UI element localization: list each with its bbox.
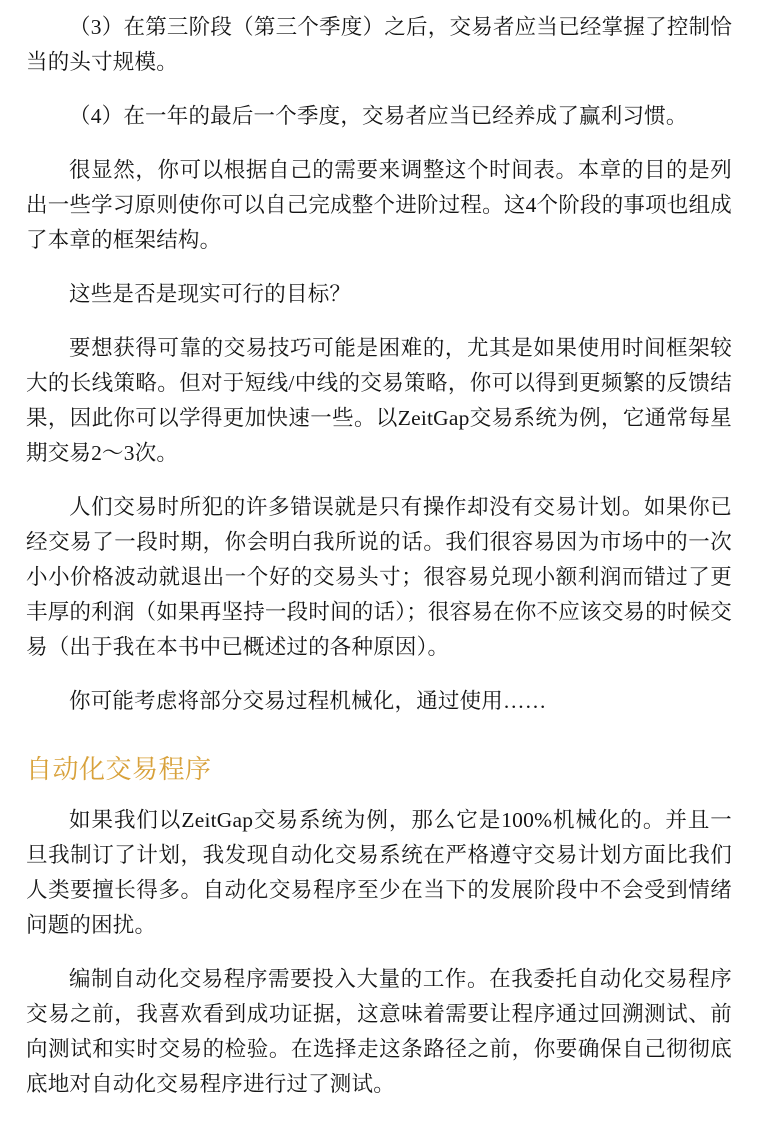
paragraph-schedule-adjust: 很显然，你可以根据自己的需要来调整这个时间表。本章的目的是列出一些学习原则使你可以自己完成整个进阶过程。这4个阶段的事项也组成了本章的框架结构。 (26, 158, 732, 252)
paragraph-development-effort: 编制自动化交易程序需要投入大量的工作。在我委托自动化交易程序交易之前，我喜欢看到成功证据，这意味着需要让程序通过回溯测试、前向测试和实时交易的检验。在选择走这条路径之前，你要确保自己彻彻底底地对自动化交易程序进行过了测试。 (26, 967, 732, 1096)
paragraph-zeitgap-mechanical: 如果我们以ZeitGap交易系统为例，那么它是100%机械化的。并且一旦我制订了计划，我发现自动化交易系统在严格遵守交易计划方面比我们人类要擅长得多。自动化交易程序至少在当下的发展阶段中不会受到情绪问题的困扰。 (26, 808, 732, 937)
paragraph-common-mistakes: 人们交易时所犯的许多错误就是只有操作却没有交易计划。如果你已经交易了一段时期，你会明白我所说的话。我们很容易因为市场中的一次小小价格波动就退出一个好的交易头寸；很容易兑现小额利润而错过了更丰厚的利润（如果再坚持一段时间的话）；很容易在你不应该交易的时候交易（出于我在本书中已概述过的各种原因）。 (26, 495, 732, 659)
section-heading: 自动化交易程序 (26, 754, 212, 784)
paragraph-reliable-skills: 要想获得可靠的交易技巧可能是困难的，尤其是如果使用时间框架较大的长线策略。但对于短线/中线的交易策略，你可以得到更频繁的反馈结果，因此你可以学得更加快速一些。以ZeitGap交易系统为例，它通常每星期交易2～3次。 (26, 336, 732, 465)
paragraph-numbered-item-4: （4）在一年的最后一个季度，交易者应当已经养成了赢利习惯。 (69, 104, 688, 128)
paragraph-numbered-item-3: （3）在第三阶段（第三个季度）之后，交易者应当已经掌握了控制恰当的头寸规模。 (26, 15, 732, 74)
paragraph-question-realistic-goals: 这些是否是现实可行的目标？ (69, 282, 352, 306)
paragraph-mechanize-teaser: 你可能考虑将部分交易过程机械化，通过使用…… (69, 689, 547, 713)
